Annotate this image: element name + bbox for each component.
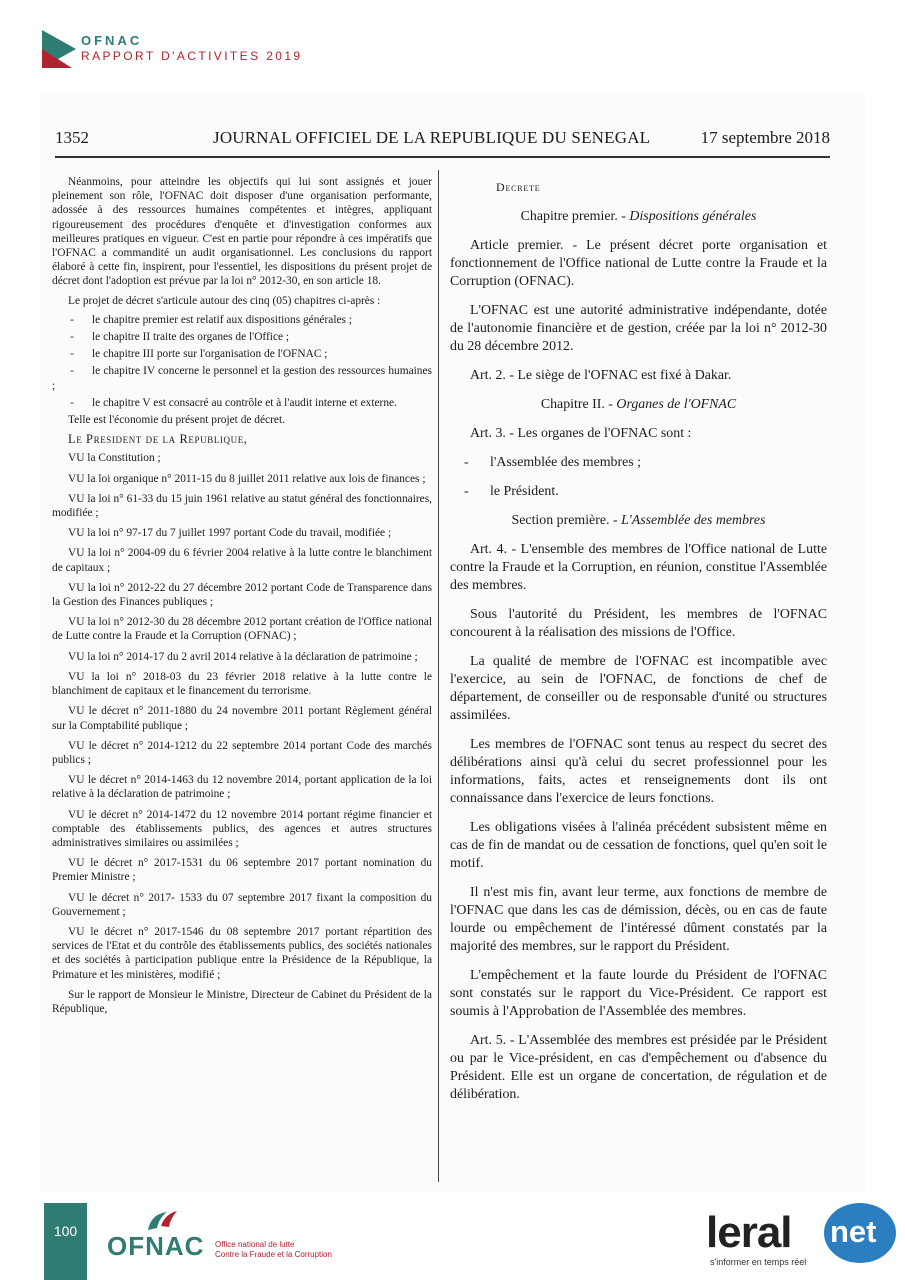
president-heading: Le President de la Republique, [68,432,248,447]
visa-item: VU le décret n° 2017- 1533 du 07 septembre 2017 fixant la composition du Gouvernement ; [52,891,432,918]
journal-title: JOURNAL OFFICIEL DE LA REPUBLIQUE DU SENEGAL [213,128,651,147]
visa-item: VU la loi n° 2018-03 du 23 février 2018 relative à la lutte contre le blanchiment de capitaux et le financement du terrorisme. [52,670,432,698]
article-2: Art. 2. - Le siège de l'OFNAC est fixé à Dakar. [470,368,732,383]
chapter-list-item: - le chapitre IV concerne le personnel et la gestion des ressources humaines ; [52,365,432,392]
visa-item: VU le décret n° 2014-1472 du 12 novembre 2014 portant régime financier et comptable des établissements publics, des agences et autres structures administratives similaires ou assimilées ; [52,808,432,849]
chapter-2-heading: Chapitre II. - Organes de l'OFNAC [540,397,737,412]
visa-item: VU la loi n° 2014-17 du 2 avril 2014 relative à la déclaration de patrimoine ; [68,650,418,663]
visa-item: VU le décret n° 2014-1212 du 22 septembre 2014 portant Code des marchés publics ; [52,739,432,766]
right-column [450,178,827,1115]
paragraph-impediment: L'empêchement et la faute lourde du Président de l'OFNAC sont constatés sur le rapport du Vice-Président. Ce rapport est soumis à l'Approbation de l'Assemblée des membres. [450,968,827,1019]
journal-page-number: 1352 [55,128,89,147]
article-1-paragraph-2: L'OFNAC est une autorité administrative indépendante, dotée de l'autonomie financière et de gestion, créée par la loi n° 2012-30 du 28 décembre 2012. [450,303,827,354]
visa-item: VU la loi n° 2012-22 du 27 décembre 2012 portant Code de Transparence dans la Gestion des Finances publiques ; [52,581,432,609]
header-org: OFNAC [81,33,143,48]
article-3: Art. 3. - Les organes de l'OFNAC sont : [470,426,692,441]
paragraph-obligations: Les obligations visées à l'alinéa précédent subsistent même en cas de fin de mandat ou de cessation de fonctions, quel qu'en soit le motif. [450,820,827,871]
chapter-list-item: - le chapitre II traite des organes de l'Office ; [70,331,290,344]
visa-item: VU la loi n° 2004-09 du 6 février 2004 relative à la lutte contre le blanchiment de capitaux ; [52,547,432,574]
visa-item: VU le décret n° 2011-1880 du 24 novembre 2011 portant Règlement général sur la Comptabilité publique ; [52,705,432,732]
report-page-number: 100 [44,1203,87,1280]
paragraph-end-of-mandate: Il n'est mis fin, avant leur terme, aux fonctions de membre de l'OFNAC que dans les cas de démission, décès, ou en cas de faute lourde ou empêchement de l'intéressé dûment constatés par la majorité des membres, sur le rapport du Président. [450,885,827,954]
article-5: Art. 5. - L'Assemblée des membres est présidée par le Président ou par le Vice-président, en cas d'empêchement ou d'absence du Président. Elle est un organe de concertation, de régulation et de délibération. [450,1033,827,1102]
visa-item: VU la loi n° 97-17 du 7 juillet 1997 portant Code du travail, modifiée ; [68,527,392,540]
visa-item: VU la loi n° 2012-30 du 28 décembre 2012 portant création de l'Office national de Lutte contre la Fraude et la Corruption (OFNAC) ; [52,616,432,643]
article-1: Article premier. - Le présent décret porte organisation et fonctionnement de l'Office national de Lutte contre la Fraude et la Corruption (OFNAC). [450,238,827,289]
ofnac-flag-accent-icon [42,49,72,68]
decrete-heading: Decrete [496,180,541,194]
leral-net-text: net [830,1214,877,1249]
organ-list-item: - l'Assemblée des membres ; [464,455,642,470]
chapter-1-heading: Chapitre premier. - Dispositions générales [520,209,757,224]
ofnac-logo-text: OFNAC [107,1231,205,1261]
section-1-heading: Section première. - L'Assemblée des membres [511,513,766,528]
visa-item: VU le décret n° 2014-1463 du 12 novembre 2014, portant application de la loi relative à la déclaration de patrimoine ; [52,774,432,801]
economy-sentence: Telle est l'économie du présent projet de décret. [68,414,285,427]
leral-logo-text: leral [706,1208,792,1257]
ofnac-tagline: Office national de lutte Contre la Fraude et la Corruption [215,1240,332,1259]
leral-tagline: s'informer en temps réel [710,1257,807,1267]
visa-item: VU le décret n° 2017-1531 du 06 septembre 2017 portant nomination du Premier Ministre ; [52,857,432,884]
leral-logo [706,1200,896,1275]
report-header [0,0,905,80]
visa-item: VU la loi n° 61-33 du 15 juin 1961 relative au statut général des fonctionnaires, modifiée ; [52,492,432,520]
visa-item: VU la Constitution ; [68,452,161,465]
header-subtitle: RAPPORT D'ACTIVITES 2019 [81,49,303,63]
visa-item: VU le décret n° 2017-1546 du 08 septembre 2017 portant répartition des services de l'Etat et du contrôle des établissements publics, des sociétés nationales et des sociétés à participation publique entre la Présidence de la République, la Primature et les ministères, modifié ; [52,925,432,981]
journal-header [55,126,830,158]
article-4: Art. 4. - L'ensemble des membres de l'Office national de Lutte contre la Fraude et la Corruption, en réunion, constitue l'Assemblée des membres. [450,542,827,593]
paragraph-authority: Sous l'autorité du Président, les membres de l'OFNAC concourent à la réalisation des missions de l'Office. [450,607,827,640]
left-column [52,175,432,1022]
chapter-list-item: - le chapitre V est consacré au contrôle et à l'audit interne et externe. [70,396,397,409]
intro-paragraph: Néanmoins, pour atteindre les objectifs qui lui sont assignés et jouer pleinement son rôle, l'OFNAC doit disposer d'une organisation performante, adossée à des ressources humaines compétentes et intègres, appliquant rigoureusement des procédures d'enquête et d'investigation conformes aux meilleures pratiques en vigueur. C'est en partie pour répondre à ces impératifs que l'OFNAC a commandité un audit organisationnel. Les conclusions du rapport élaboré à cette fin, inspirent, pour l'essentiel, les dispositions du présent projet de décret dont l'adoption est prévue par la loi n° 2012-30, en son article 18. [52,176,432,288]
paragraph-incompatibility: La qualité de membre de l'OFNAC est incompatible avec l'exercice, au sein de l'OFNAC, de fonctions de chef de département, de conseiller ou de responsable d'unité ou structures assimilées. [450,654,827,723]
journal-date: 17 septembre 2018 [700,128,830,147]
chapter-list-item: - le chapitre III porte sur l'organisation de l'OFNAC ; [70,348,328,361]
ofnac-logo [107,1206,367,1266]
organ-list-item: - le Président. [464,484,559,499]
visa-item: VU la loi organique n° 2011-15 du 8 juillet 2011 relative aux lois de finances ; [68,472,426,485]
report-line: Sur le rapport de Monsieur le Ministre, Directeur de Cabinet du Président de la République, [52,988,432,1015]
chapter-list-item: - le chapitre premier est relatif aux dispositions générales ; [70,313,352,326]
paragraph-secret: Les membres de l'OFNAC sont tenus au respect du secret des délibérations ainsi qu'à celui du secret professionnel pour les informations, faits, actes et renseignements dont ils ont connaissance dans l'exercice de leurs fonctions. [450,737,827,806]
column-divider [438,170,439,1182]
structure-intro: Le projet de décret s'articule autour des cinq (05) chapitres ci-après : [68,294,381,307]
